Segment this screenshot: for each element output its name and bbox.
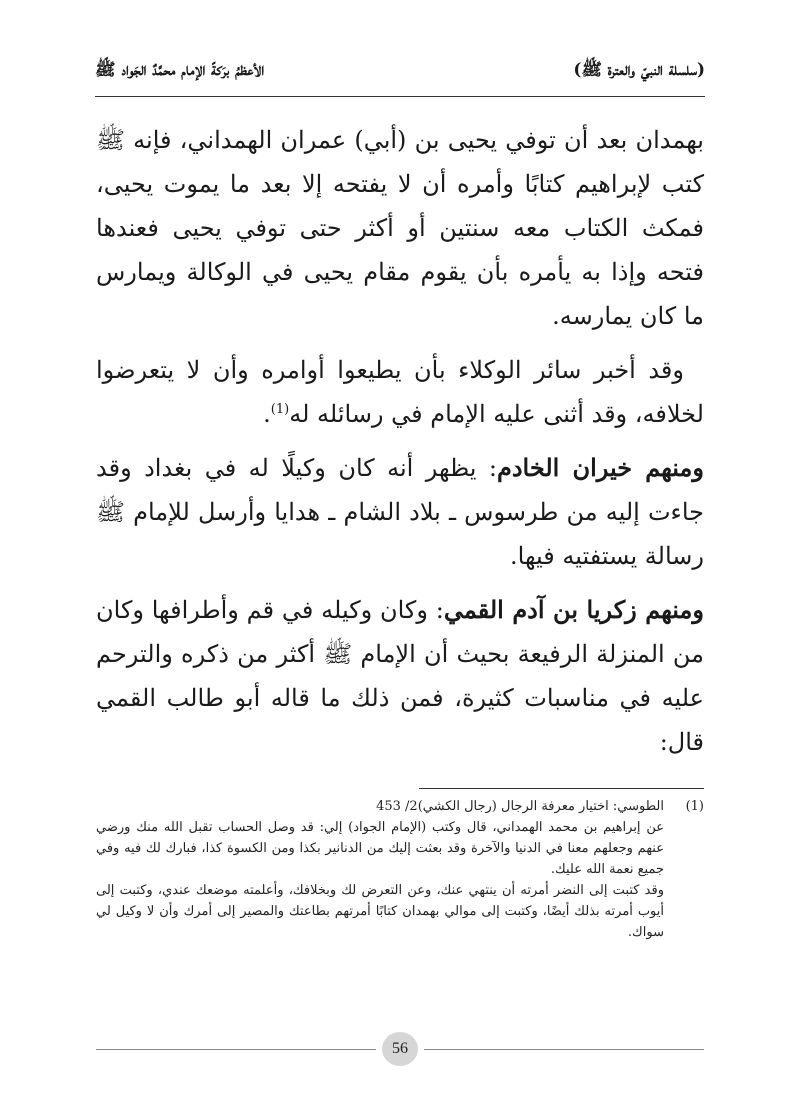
footnote-1 [96,796,704,817]
paragraph-2-text: وقد أخبر سائر الوكلاء بأن يطيعوا أوامره وأن لا يتعرضوا لخلافه، وقد أثنى عليه الإمام في رسائله له [96,356,704,428]
paragraph-3-text: : يظهر أنه كان وكيلًا له في بغداد وقد جاءت إليه من طرسوس ـ بلاد الشام ـ هدايا وأرسل للإمام ﷺ رسالة يستفتيه فيها. [96,454,704,570]
paragraph-2-end: . [263,400,271,428]
running-header [95,56,705,86]
footer-line-left [96,1049,376,1050]
paragraph-4 [96,588,704,764]
paragraph-3 [96,446,704,578]
series-title: (سلسلة النبيّ والعترة ﷺ) [573,59,705,80]
footnotes [96,796,704,943]
book-title: الأعظمُ برَكةً الإمام محمَّدٌ الجَواد ﷺ [95,59,265,80]
footnote-text-1: عن إبراهيم بن محمد الهمداني، قال وكتب (الإمام الجواد) إلي: قد وصل الحساب تقبل الله منك ورضي عنهم وجعلهم معنا في الدنيا والآخرة وقد بعثت إليك من الدنانير بكذا ومن الكسوة كذا، فبارك لك فيه وفي جميع نعمة الله عليك. [96,820,664,877]
footnote-divider [419,788,704,789]
footnote-source: الطوسي: اختيار معرفة الرجال (رجال الكشي)2/ 453 [376,799,664,814]
paragraph-2 [96,348,704,436]
page-number: 56 [382,1032,418,1066]
footnote-reference[interactable]: (1) [270,402,290,417]
main-text [96,118,704,774]
footer-line-right [424,1049,704,1050]
paragraph-1: بهمدان بعد أن توفي يحيى بن (أبي) عمران الهمداني، فإنه ﷺ كتب لإبراهيم كتابًا وأمره أن لا يفتحه إلا بعد ما يموت يحيى، فمكث الكتاب معه سنتين أو أكثر حتى توفي يحيى فعندها فتحه وإذا به يأمره بأن يقوم مقام يحيى في الوكالة ويمارس ما كان يمارسه. [96,126,704,330]
footnote-text-2: وقد كتبت إلى النضر أمرته أن ينتهي عنك، وعن التعرض لك وبخلافك، وأعلمته موضعك عندي، وكتبت إلى أيوب أمرته بذلك أيضًا، وكتبت إلى موالي بهمدان كتابًا أمرتهم بطاعتك والمصير إلى أمرك وأن لا وكيل لي سواك. [96,883,664,940]
paragraph-4-heading: ومنهم زكريا بن آدم القمي [443,595,704,624]
paragraph-3-heading: ومنهم خيران الخادم [496,453,704,482]
paragraph-4-text: : وكان وكيله في قم وأطرافها وكان من المنزلة الرفيعة بحيث أن الإمام ﷺ أكثر من ذكره والترحم عليه في مناسبات كثيرة، فمن ذلك ما قاله أبو طالب القمي قال: [96,596,704,756]
page-footer [96,1032,704,1068]
header-divider [95,96,705,97]
footnote-number: (1) [685,799,704,814]
